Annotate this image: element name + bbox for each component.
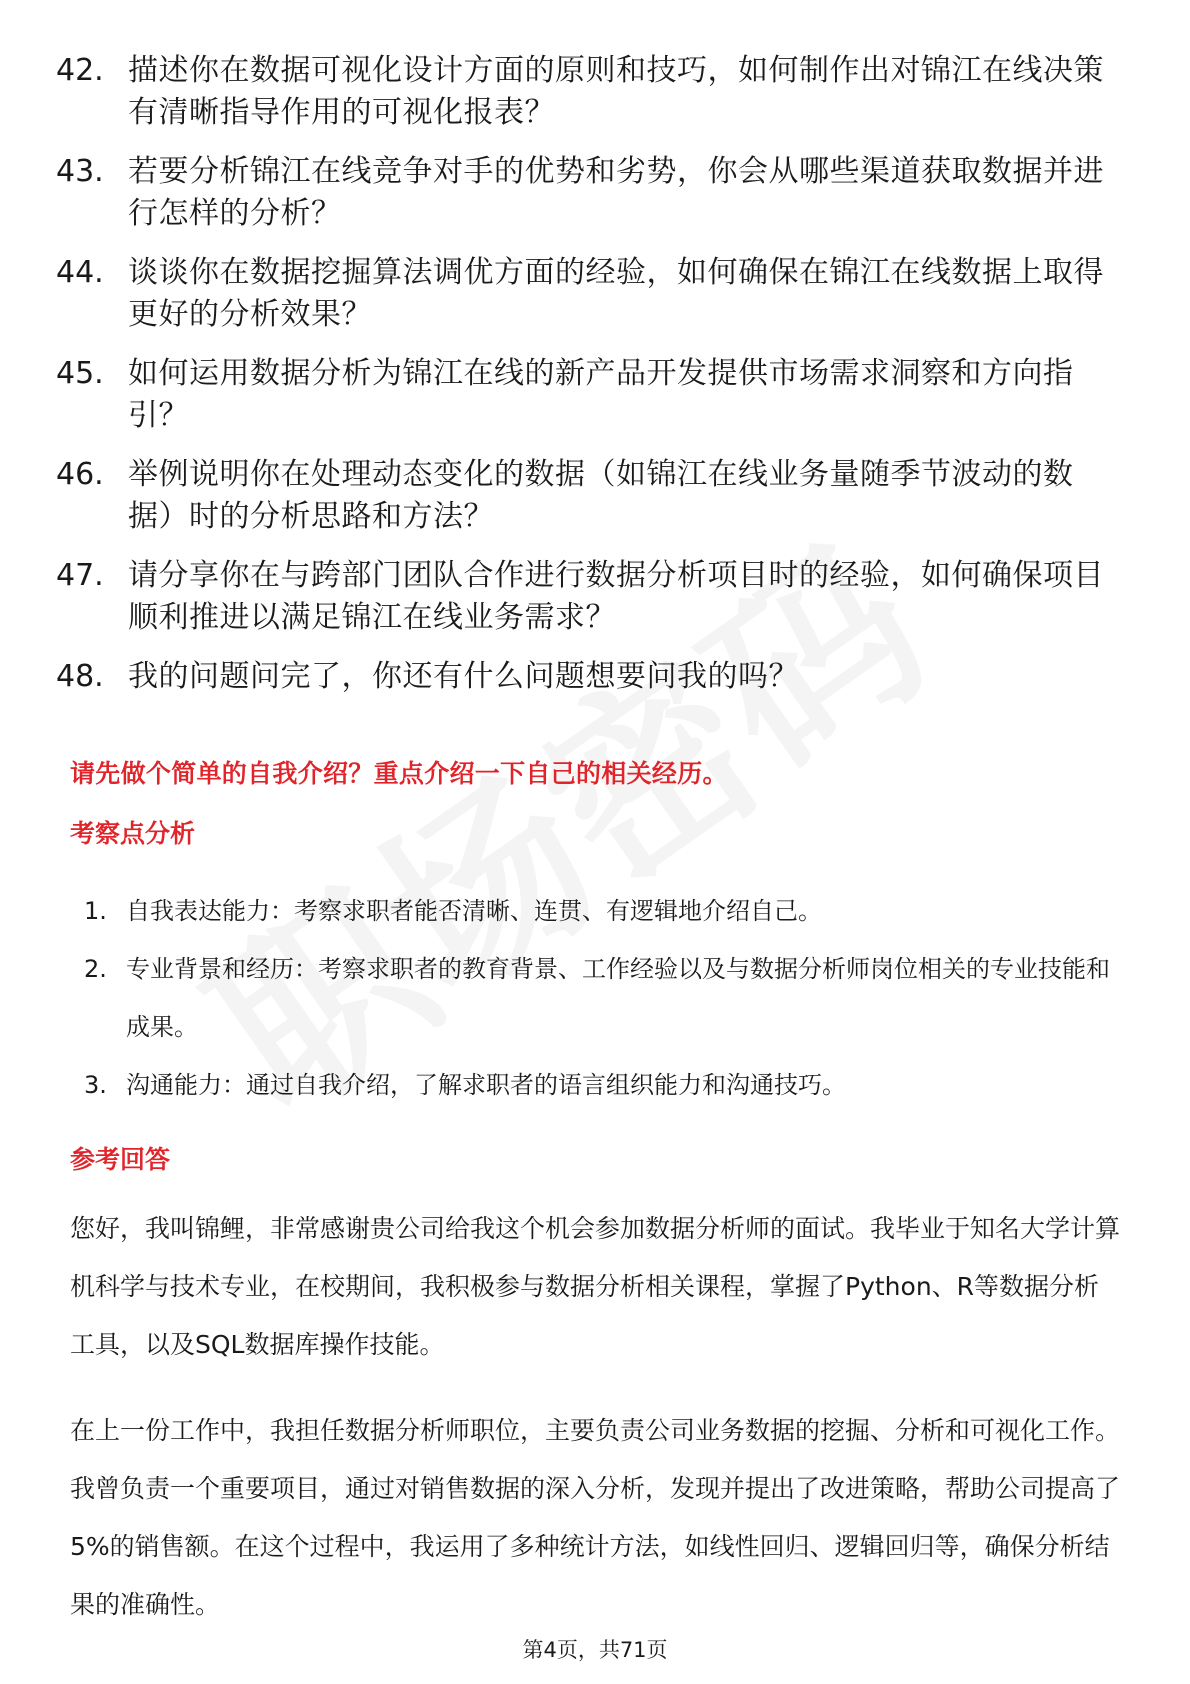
question-text: 请分享你在与跨部门团队合作进行数据分析项目时的经验，如何确保项目顺利推进以满足锦江在线业务需求？ [128, 558, 1104, 635]
question-text: 描述你在数据可视化设计方面的原则和技巧，如何制作出对锦江在线决策有清晰指导作用的可视化报表？ [128, 53, 1104, 130]
question-number: 45. [56, 356, 104, 391]
analysis-point [84, 882, 1124, 940]
analysis-heading: 考察点分析 [70, 819, 196, 848]
question-number: 46. [56, 457, 104, 492]
question-text: 谈谈你在数据挖掘算法调优方面的经验，如何确保在锦江在线数据上取得更好的分析效果？ [128, 255, 1104, 332]
question-text: 我的问题问完了，你还有什么问题想要问我的吗？ [128, 659, 799, 694]
analysis-point [84, 940, 1124, 1056]
point-number: 2. [84, 955, 107, 983]
question-text: 举例说明你在处理动态变化的数据（如锦江在线业务量随季节波动的数据）时的分析思路和方法？ [128, 457, 1074, 534]
question-item [56, 151, 1116, 235]
question-number: 47. [56, 558, 104, 593]
point-number: 1. [84, 897, 107, 925]
point-text: 沟通能力：通过自我介绍，了解求职者的语言组织能力和沟通技巧。 [126, 1071, 846, 1099]
question-item [56, 454, 1116, 538]
question-item [56, 656, 1116, 698]
question-item [56, 353, 1116, 437]
question-number: 43. [56, 154, 104, 189]
point-text: 专业背景和经历：考察求职者的教育背景、工作经验以及与数据分析师岗位相关的专业技能和成果。 [126, 955, 1110, 1041]
question-number: 48. [56, 659, 104, 694]
section-title: 请先做个简单的自我介绍？重点介绍一下自己的相关经历。 [70, 759, 728, 788]
question-item [56, 555, 1116, 639]
analysis-points-list [84, 882, 1124, 1114]
question-text: 若要分析锦江在线竞争对手的优势和劣势，你会从哪些渠道获取数据并进行怎样的分析？ [128, 154, 1104, 231]
question-number: 44. [56, 255, 104, 290]
question-item [56, 50, 1116, 134]
question-number: 42. [56, 53, 104, 88]
answer-heading: 参考回答 [70, 1145, 171, 1174]
question-item [56, 252, 1116, 336]
question-text: 如何运用数据分析为锦江在线的新产品开发提供市场需求洞察和方向指引？ [128, 356, 1074, 433]
analysis-point [84, 1056, 1124, 1114]
answer-paragraph: 您好，我叫锦鲤，非常感谢贵公司给我这个机会参加数据分析师的面试。我毕业于知名大学计算机科学与技术专业，在校期间，我积极参与数据分析相关课程，掌握了Python、R等数据分析工具，以及SQL数据库操作技能。 [70, 1214, 1121, 1359]
point-text: 自我表达能力：考察求职者能否清晰、连贯、有逻辑地介绍自己。 [126, 897, 822, 925]
question-list [56, 50, 1116, 715]
point-number: 3. [84, 1071, 107, 1099]
answer-paragraph: 在上一份工作中，我担任数据分析师职位，主要负责公司业务数据的挖掘、分析和可视化工作。我曾负责一个重要项目，通过对销售数据的深入分析，发现并提出了改进策略，帮助公司提高了5%的销售额。在这个过程中，我运用了多种统计方法，如线性回归、逻辑回归等，确保分析结果的准确性。 [70, 1416, 1121, 1619]
page-footer: 第4页，共71页 [522, 1638, 668, 1662]
